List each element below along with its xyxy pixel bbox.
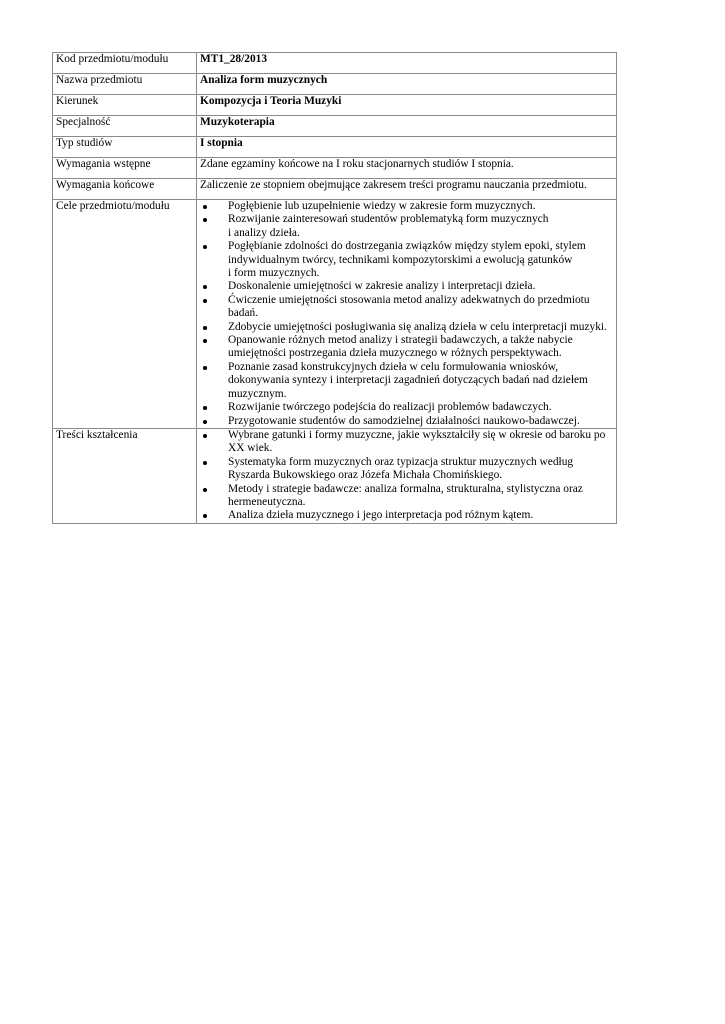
list-item [200,361,613,401]
table-row-prerequisites [53,158,617,179]
bullet-icon [203,205,207,209]
row-label: Typ studiów [53,137,197,158]
content-list [200,429,613,523]
bullet-icon [203,461,207,465]
list-item [200,483,613,510]
table-row-content [53,428,617,523]
row-label: Treści kształcenia [53,428,197,523]
table-row-final-requirements [53,179,617,200]
list-item [200,213,613,240]
row-label: Kierunek [53,95,197,116]
list-item-text: Ćwiczenie umiejętności stosowania metod analizy adekwatnych do przedmiotu badań. [228,293,590,320]
table-row-study-type [53,137,617,158]
bullet-icon [203,366,207,370]
list-item [200,509,613,522]
bullet-icon [203,218,207,222]
bullet-icon [203,245,207,249]
bullet-icon [203,285,207,289]
row-label: Wymagania wstępne [53,158,197,179]
list-item [200,294,613,321]
list-item [200,429,613,456]
document-page [52,52,615,524]
list-item-text: Przygotowanie studentów do samodzielnej działalności naukowo-badawczej. [228,414,580,427]
course-table [52,52,617,524]
bullet-icon [203,326,207,330]
list-item [200,415,613,428]
table-row-specialty [53,116,617,137]
row-label: Specjalność [53,116,197,137]
final-requirements-value: Zaliczenie ze stopniem obejmujące zakresem treści programu nauczania przedmiotu. [197,179,617,200]
list-item [200,456,613,483]
course-name-value: Analiza form muzycznych [197,74,617,95]
goals-list [200,200,613,428]
specialty-value: Muzykoterapia [197,116,617,137]
list-item-text: Pogłębienie lub uzupełnienie wiedzy w zakresie form muzycznych. [228,200,536,212]
list-item [200,280,613,293]
study-type-value: I stopnia [197,137,617,158]
table-row-field [53,95,617,116]
list-item-text: Rozwijanie twórczego podejścia do realizacji problemów badawczych. [228,401,552,414]
list-item-text: Poznanie zasad konstrukcyjnych dzieła w celu formułowania wniosków, dokonywania syntezy i interpretacji zagadnień dotyczących badań nad dziełem muzycznym. [228,360,588,400]
bullet-icon [203,514,207,518]
table-row-course-code [53,53,617,74]
bullet-icon [203,420,207,424]
table-row-goals [53,200,617,429]
list-item-text: Doskonalenie umiejętności w zakresie analizy i interpretacji dzieła. [228,280,536,293]
list-item-text: Zdobycie umiejętności posługiwania się analizą dzieła w celu interpretacji muzyki. [228,320,607,333]
bullet-icon [203,406,207,410]
list-item-text: Wybrane gatunki i formy muzyczne, jakie wykształciły się w okresie od baroku po XX wiek. [228,428,606,455]
bullet-icon [203,339,207,343]
list-item [200,401,613,414]
list-item-text: Opanowanie różnych metod analizy i strategii badawczych, a także nabycie umiejętności postrzegania dzieła muzycznego w różnych perspektywach. [228,334,573,360]
content-cell [197,428,617,523]
list-item [200,200,613,213]
row-label: Cele przedmiotu/modułu [53,200,197,429]
list-item [200,334,613,361]
list-item-text: Systematyka form muzycznych oraz typizacja struktur muzycznych według Ryszarda Bukowskiego oraz Józefa Michała Chomińskiego. [228,455,574,482]
list-item-text: Rozwijanie zainteresowań studentów problematyką form muzycznych i analizy dzieła. [228,213,549,239]
row-label: Nazwa przedmiotu [53,74,197,95]
course-code-value: MT1_28/2013 [197,53,617,74]
prerequisites-value: Zdane egzaminy końcowe na I roku stacjonarnych studiów I stopnia. [197,158,617,179]
table-row-course-name [53,74,617,95]
goals-cell [197,200,617,429]
list-item [200,240,613,280]
list-item-text: Analiza dzieła muzycznego i jego interpretacja pod różnym kątem. [228,509,534,522]
bullet-icon [203,299,207,303]
bullet-icon [203,434,207,438]
row-label: Kod przedmiotu/modułu [53,53,197,74]
list-item-text: Pogłębianie zdolności do dostrzegania związków między stylem epoki, stylem indywidualnym twórcy, technikami kompozytorskimi a ewolucją gatunków i form muzycznych. [228,240,586,280]
list-item [200,321,613,334]
list-item-text: Metody i strategie badawcze: analiza formalna, strukturalna, stylistyczna oraz hermeneutyczna. [228,482,583,508]
field-value: Kompozycja i Teoria Muzyki [197,95,617,116]
row-label: Wymagania końcowe [53,179,197,200]
bullet-icon [203,488,207,492]
